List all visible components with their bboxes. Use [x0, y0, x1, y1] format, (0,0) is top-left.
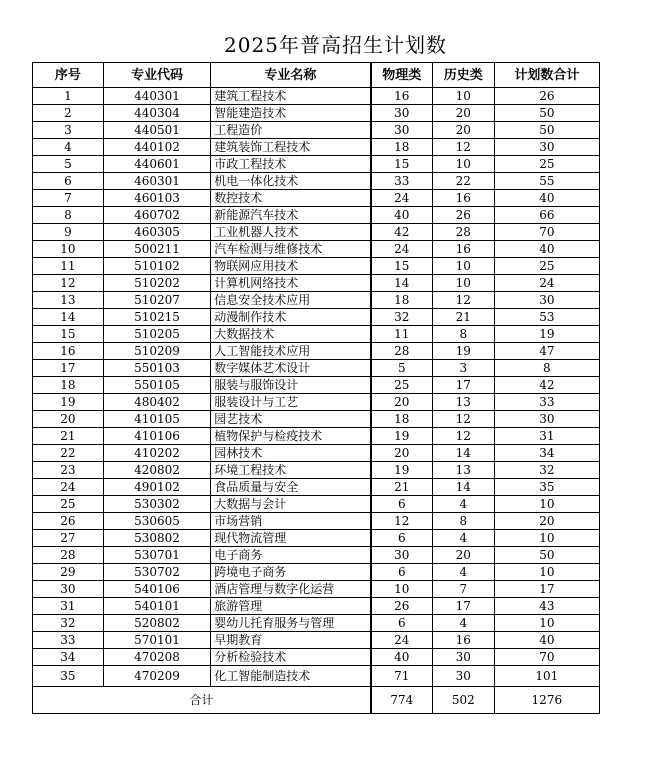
table-row	[33, 258, 600, 275]
table-row	[33, 105, 600, 122]
cell-code: 530802	[103, 530, 210, 547]
cell-total: 30	[494, 139, 599, 156]
cell-total: 70	[494, 224, 599, 241]
cell-history: 20	[432, 122, 494, 139]
cell-major-name: 建筑装饰工程技术	[211, 139, 371, 156]
table-row	[33, 547, 600, 564]
cell-physics: 6	[371, 530, 433, 547]
header-major-name: 专业名称	[211, 63, 371, 88]
cell-major-name: 人工智能技术应用	[211, 343, 371, 360]
cell-history: 19	[432, 343, 494, 360]
cell-total: 66	[494, 207, 599, 224]
table-row	[33, 496, 600, 513]
cell-index: 13	[33, 292, 104, 309]
cell-code: 510202	[103, 275, 210, 292]
cell-history: 12	[432, 292, 494, 309]
table-row	[33, 156, 600, 173]
table-row	[33, 241, 600, 258]
cell-major-name: 服装与服饰设计	[211, 377, 371, 394]
table-row	[33, 139, 600, 156]
cell-history: 12	[432, 428, 494, 445]
cell-physics: 18	[371, 139, 433, 156]
table-row	[33, 88, 600, 105]
cell-physics: 12	[371, 513, 433, 530]
cell-code: 410202	[103, 445, 210, 462]
cell-index: 20	[33, 411, 104, 428]
cell-code: 550103	[103, 360, 210, 377]
cell-total: 40	[494, 632, 599, 649]
cell-major-name: 汽车检测与维修技术	[211, 241, 371, 258]
cell-code: 460305	[103, 224, 210, 241]
cell-history: 17	[432, 377, 494, 394]
cell-history: 14	[432, 445, 494, 462]
cell-code: 530302	[103, 496, 210, 513]
table-row	[33, 343, 600, 360]
header-total-plan: 计划数合计	[494, 63, 599, 88]
cell-total: 8	[494, 360, 599, 377]
cell-total: 53	[494, 309, 599, 326]
cell-physics: 21	[371, 479, 433, 496]
total-sum: 1276	[494, 687, 599, 714]
table-row	[33, 122, 600, 139]
cell-total: 32	[494, 462, 599, 479]
cell-index: 11	[33, 258, 104, 275]
cell-major-name: 市场营销	[211, 513, 371, 530]
cell-code: 440304	[103, 105, 210, 122]
cell-physics: 30	[371, 122, 433, 139]
cell-history: 16	[432, 632, 494, 649]
table-row	[33, 564, 600, 581]
cell-history: 7	[432, 581, 494, 598]
cell-major-name: 婴幼儿托育服务与管理	[211, 615, 371, 632]
cell-major-name: 旅游管理	[211, 598, 371, 615]
cell-major-name: 园艺技术	[211, 411, 371, 428]
cell-physics: 30	[371, 547, 433, 564]
cell-total: 25	[494, 156, 599, 173]
cell-physics: 71	[371, 666, 433, 687]
table-row	[33, 377, 600, 394]
cell-code: 500211	[103, 241, 210, 258]
cell-index: 29	[33, 564, 104, 581]
cell-code: 470209	[103, 666, 210, 687]
cell-major-name: 市政工程技术	[211, 156, 371, 173]
cell-total: 30	[494, 292, 599, 309]
cell-history: 12	[432, 139, 494, 156]
cell-history: 4	[432, 530, 494, 547]
cell-code: 530702	[103, 564, 210, 581]
cell-history: 10	[432, 88, 494, 105]
cell-index: 7	[33, 190, 104, 207]
cell-physics: 30	[371, 105, 433, 122]
cell-code: 410105	[103, 411, 210, 428]
cell-physics: 26	[371, 598, 433, 615]
table-row	[33, 275, 600, 292]
cell-total: 33	[494, 394, 599, 411]
cell-history: 20	[432, 105, 494, 122]
table-row	[33, 224, 600, 241]
cell-history: 21	[432, 309, 494, 326]
cell-index: 28	[33, 547, 104, 564]
cell-major-name: 园林技术	[211, 445, 371, 462]
cell-code: 440501	[103, 122, 210, 139]
cell-major-name: 机电一体化技术	[211, 173, 371, 190]
cell-total: 20	[494, 513, 599, 530]
cell-physics: 28	[371, 343, 433, 360]
cell-index: 32	[33, 615, 104, 632]
cell-physics: 5	[371, 360, 433, 377]
cell-total: 43	[494, 598, 599, 615]
cell-index: 34	[33, 649, 104, 666]
table-row	[33, 649, 600, 666]
cell-physics: 20	[371, 394, 433, 411]
cell-total: 50	[494, 105, 599, 122]
cell-history: 13	[432, 394, 494, 411]
cell-total: 19	[494, 326, 599, 343]
cell-index: 30	[33, 581, 104, 598]
table-row	[33, 411, 600, 428]
cell-index: 10	[33, 241, 104, 258]
table-row	[33, 530, 600, 547]
cell-index: 23	[33, 462, 104, 479]
cell-total: 42	[494, 377, 599, 394]
cell-total: 50	[494, 547, 599, 564]
table-row	[33, 513, 600, 530]
header-history: 历史类	[432, 63, 494, 88]
cell-index: 21	[33, 428, 104, 445]
cell-total: 40	[494, 241, 599, 258]
table-row	[33, 309, 600, 326]
cell-index: 18	[33, 377, 104, 394]
cell-code: 510205	[103, 326, 210, 343]
cell-index: 2	[33, 105, 104, 122]
cell-physics: 24	[371, 190, 433, 207]
cell-major-name: 大数据技术	[211, 326, 371, 343]
table-row	[33, 598, 600, 615]
total-row	[33, 687, 600, 714]
cell-total: 24	[494, 275, 599, 292]
cell-total: 10	[494, 615, 599, 632]
cell-index: 25	[33, 496, 104, 513]
cell-code: 460103	[103, 190, 210, 207]
total-history: 502	[432, 687, 494, 714]
cell-major-name: 智能建造技术	[211, 105, 371, 122]
cell-total: 70	[494, 649, 599, 666]
cell-history: 20	[432, 547, 494, 564]
cell-total: 25	[494, 258, 599, 275]
cell-major-name: 工程造价	[211, 122, 371, 139]
table-row	[33, 428, 600, 445]
cell-major-name: 跨境电子商务	[211, 564, 371, 581]
cell-total: 10	[494, 496, 599, 513]
cell-history: 30	[432, 666, 494, 687]
cell-index: 24	[33, 479, 104, 496]
total-label: 合计	[33, 687, 371, 714]
cell-code: 530605	[103, 513, 210, 530]
cell-index: 14	[33, 309, 104, 326]
cell-code: 490102	[103, 479, 210, 496]
cell-history: 3	[432, 360, 494, 377]
cell-total: 30	[494, 411, 599, 428]
cell-physics: 32	[371, 309, 433, 326]
cell-code: 510207	[103, 292, 210, 309]
cell-total: 35	[494, 479, 599, 496]
cell-index: 35	[33, 666, 104, 687]
table-row	[33, 666, 600, 687]
cell-code: 520802	[103, 615, 210, 632]
header-physics: 物理类	[371, 63, 433, 88]
cell-major-name: 现代物流管理	[211, 530, 371, 547]
cell-physics: 25	[371, 377, 433, 394]
cell-index: 8	[33, 207, 104, 224]
cell-physics: 33	[371, 173, 433, 190]
cell-major-name: 信息安全技术应用	[211, 292, 371, 309]
table-row	[33, 207, 600, 224]
cell-major-name: 工业机器人技术	[211, 224, 371, 241]
cell-major-name: 环境工程技术	[211, 462, 371, 479]
cell-history: 22	[432, 173, 494, 190]
cell-index: 1	[33, 88, 104, 105]
cell-total: 55	[494, 173, 599, 190]
cell-physics: 18	[371, 411, 433, 428]
cell-major-name: 食品质量与安全	[211, 479, 371, 496]
cell-total: 34	[494, 445, 599, 462]
cell-history: 13	[432, 462, 494, 479]
cell-major-name: 计算机网络技术	[211, 275, 371, 292]
cell-major-name: 服装设计与工艺	[211, 394, 371, 411]
cell-major-name: 早期教育	[211, 632, 371, 649]
table-row	[33, 360, 600, 377]
cell-index: 9	[33, 224, 104, 241]
header-code: 专业代码	[103, 63, 210, 88]
cell-history: 12	[432, 411, 494, 428]
cell-major-name: 化工智能制造技术	[211, 666, 371, 687]
cell-code: 480402	[103, 394, 210, 411]
table-row	[33, 326, 600, 343]
cell-major-name: 建筑工程技术	[211, 88, 371, 105]
total-physics: 774	[371, 687, 433, 714]
header-index: 序号	[33, 63, 104, 88]
cell-history: 10	[432, 156, 494, 173]
cell-history: 4	[432, 615, 494, 632]
table-row	[33, 173, 600, 190]
cell-physics: 24	[371, 632, 433, 649]
cell-physics: 24	[371, 241, 433, 258]
cell-index: 12	[33, 275, 104, 292]
cell-index: 5	[33, 156, 104, 173]
cell-major-name: 数控技术	[211, 190, 371, 207]
cell-history: 8	[432, 326, 494, 343]
page-title: 2025年普高招生计划数	[224, 33, 447, 57]
cell-index: 3	[33, 122, 104, 139]
table-row	[33, 292, 600, 309]
table-row	[33, 190, 600, 207]
cell-code: 550105	[103, 377, 210, 394]
cell-history: 4	[432, 564, 494, 581]
cell-physics: 40	[371, 649, 433, 666]
cell-total: 10	[494, 564, 599, 581]
cell-total: 50	[494, 122, 599, 139]
cell-index: 31	[33, 598, 104, 615]
cell-index: 15	[33, 326, 104, 343]
cell-physics: 6	[371, 564, 433, 581]
cell-physics: 19	[371, 428, 433, 445]
table-row	[33, 581, 600, 598]
cell-total: 26	[494, 88, 599, 105]
cell-history: 10	[432, 258, 494, 275]
cell-total: 101	[494, 666, 599, 687]
cell-index: 6	[33, 173, 104, 190]
cell-physics: 42	[371, 224, 433, 241]
cell-code: 460702	[103, 207, 210, 224]
cell-physics: 16	[371, 88, 433, 105]
table-row	[33, 462, 600, 479]
cell-history: 8	[432, 513, 494, 530]
cell-index: 33	[33, 632, 104, 649]
cell-major-name: 酒店管理与数字化运营	[211, 581, 371, 598]
cell-major-name: 分析检验技术	[211, 649, 371, 666]
cell-index: 22	[33, 445, 104, 462]
cell-code: 540106	[103, 581, 210, 598]
cell-physics: 40	[371, 207, 433, 224]
cell-major-name: 大数据与会计	[211, 496, 371, 513]
enrollment-plan-table	[32, 62, 600, 714]
cell-physics: 18	[371, 292, 433, 309]
cell-index: 19	[33, 394, 104, 411]
cell-code: 440601	[103, 156, 210, 173]
cell-history: 16	[432, 190, 494, 207]
table-row	[33, 445, 600, 462]
cell-code: 440102	[103, 139, 210, 156]
cell-code: 510209	[103, 343, 210, 360]
cell-history: 17	[432, 598, 494, 615]
cell-history: 10	[432, 275, 494, 292]
cell-code: 440301	[103, 88, 210, 105]
cell-total: 17	[494, 581, 599, 598]
cell-code: 420802	[103, 462, 210, 479]
cell-physics: 20	[371, 445, 433, 462]
cell-history: 14	[432, 479, 494, 496]
table-row	[33, 394, 600, 411]
cell-major-name: 植物保护与检疫技术	[211, 428, 371, 445]
cell-history: 28	[432, 224, 494, 241]
cell-total: 40	[494, 190, 599, 207]
cell-index: 17	[33, 360, 104, 377]
cell-physics: 11	[371, 326, 433, 343]
cell-physics: 15	[371, 258, 433, 275]
cell-index: 16	[33, 343, 104, 360]
cell-code: 530701	[103, 547, 210, 564]
cell-code: 460301	[103, 173, 210, 190]
cell-major-name: 动漫制作技术	[211, 309, 371, 326]
cell-code: 510215	[103, 309, 210, 326]
cell-physics: 14	[371, 275, 433, 292]
table-row	[33, 615, 600, 632]
cell-major-name: 数字媒体艺术设计	[211, 360, 371, 377]
table-row	[33, 632, 600, 649]
cell-physics: 6	[371, 496, 433, 513]
cell-code: 570101	[103, 632, 210, 649]
cell-major-name: 新能源汽车技术	[211, 207, 371, 224]
cell-code: 410106	[103, 428, 210, 445]
cell-total: 10	[494, 530, 599, 547]
table-header-row	[33, 63, 600, 88]
cell-history: 16	[432, 241, 494, 258]
cell-major-name: 物联网应用技术	[211, 258, 371, 275]
cell-code: 510102	[103, 258, 210, 275]
cell-index: 4	[33, 139, 104, 156]
cell-physics: 10	[371, 581, 433, 598]
cell-physics: 15	[371, 156, 433, 173]
cell-physics: 6	[371, 615, 433, 632]
cell-code: 470208	[103, 649, 210, 666]
cell-history: 30	[432, 649, 494, 666]
cell-history: 4	[432, 496, 494, 513]
cell-index: 26	[33, 513, 104, 530]
cell-total: 47	[494, 343, 599, 360]
cell-index: 27	[33, 530, 104, 547]
table-row	[33, 479, 600, 496]
cell-code: 540101	[103, 598, 210, 615]
cell-major-name: 电子商务	[211, 547, 371, 564]
cell-history: 26	[432, 207, 494, 224]
cell-total: 31	[494, 428, 599, 445]
cell-physics: 19	[371, 462, 433, 479]
